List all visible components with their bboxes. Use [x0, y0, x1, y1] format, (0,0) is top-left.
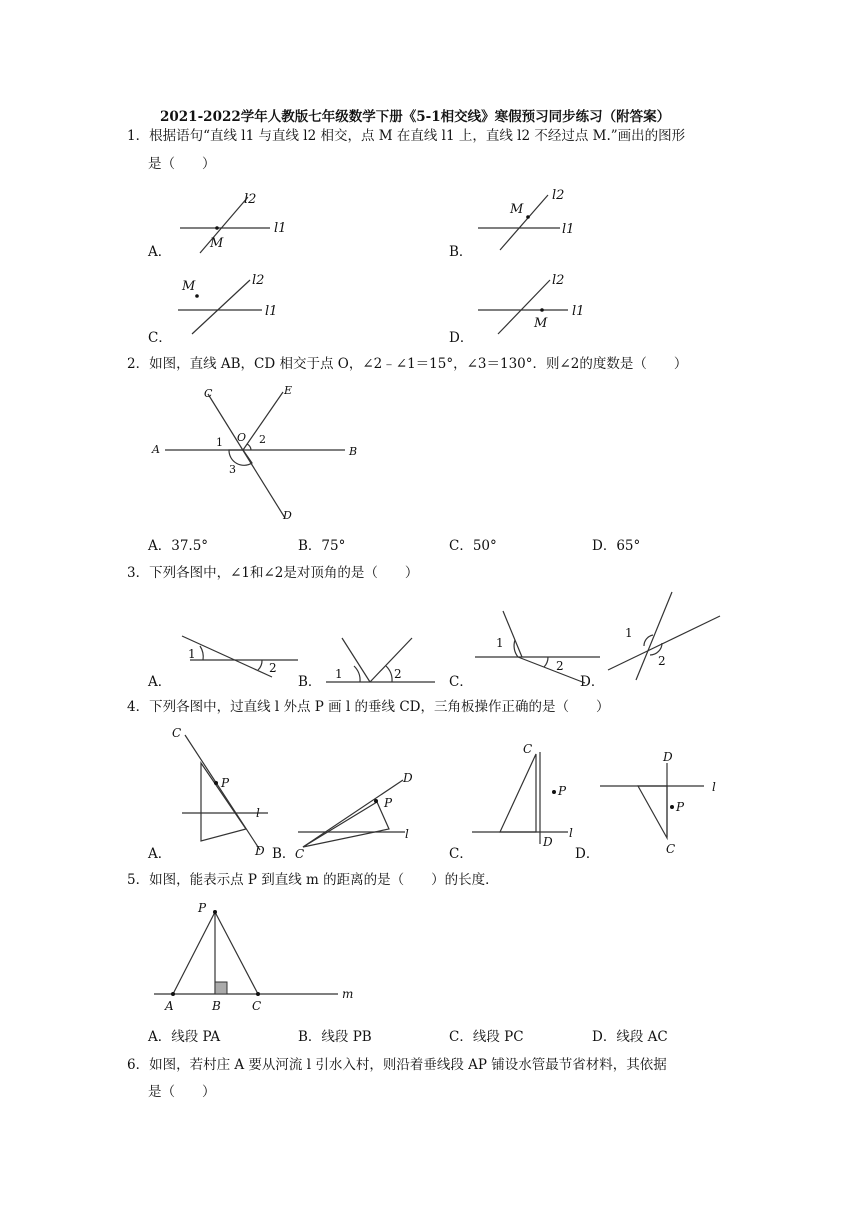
q4-figure-a — [170, 725, 275, 860]
svg-text:D: D — [283, 509, 292, 522]
svg-text:A: A — [152, 443, 160, 456]
q2-figure — [145, 380, 375, 525]
svg-text:l1: l1 — [572, 304, 585, 319]
svg-text:P: P — [384, 796, 393, 810]
question-1-stem-cont: 是（ ） — [148, 156, 216, 172]
q4-option-b[interactable]: B． — [272, 846, 296, 862]
q2-option-a[interactable]: A．37.5° — [148, 538, 209, 554]
svg-text:1: 1 — [496, 636, 504, 650]
svg-text:B: B — [212, 999, 221, 1013]
svg-text:2: 2 — [269, 661, 277, 675]
svg-text:D: D — [663, 750, 673, 764]
q2-option-c[interactable]: C．50° — [449, 538, 497, 554]
question-2-stem: 2．如图，直线 AB，CD 相交于点 O，∠2﹣∠1＝15°，∠3＝130°．则∠2的度数是（ ） — [127, 356, 688, 372]
svg-text:l2: l2 — [252, 273, 265, 288]
svg-text:m: m — [342, 987, 354, 1001]
q3-option-a[interactable]: A． — [148, 674, 172, 690]
q1-figure-d — [470, 268, 600, 338]
q5-option-d[interactable]: D．线段 AC — [592, 1029, 668, 1045]
svg-text:l2: l2 — [244, 192, 257, 207]
question-5-stem: 5．如图，能表示点 P 到直线 m 的距离的是（ ）的长度． — [127, 872, 499, 888]
svg-text:l: l — [712, 780, 716, 794]
q1-option-c[interactable]: C． — [148, 330, 172, 346]
q3-figure-b — [320, 630, 440, 685]
svg-text:M: M — [182, 279, 196, 294]
svg-text:M: M — [210, 236, 224, 251]
question-1-stem: 1．根据语句“直线 l1 与直线 l2 相交，点 M 在直线 l1 上，直线 l2 不经过点 M.”画出的图形 — [127, 128, 686, 144]
svg-text:l2: l2 — [552, 273, 565, 288]
question-6-stem: 6．如图，若村庄 A 要从河流 l 引水入村，则沿着垂线段 AP 铺设水管最节省材料，其依据 — [127, 1057, 667, 1073]
q4-option-d[interactable]: D． — [575, 846, 600, 862]
question-4-stem: 4．下列各图中，过直线 l 外点 P 画 l 的垂线 CD，三角板操作正确的是（ ） — [127, 699, 610, 715]
svg-text:P: P — [198, 901, 207, 915]
svg-text:l1: l1 — [265, 304, 278, 319]
svg-text:D: D — [543, 835, 553, 849]
svg-text:l: l — [569, 826, 573, 840]
q1-figure-a — [170, 185, 300, 255]
q2-option-d[interactable]: D．65° — [592, 538, 641, 554]
svg-text:P: P — [676, 800, 685, 814]
svg-text:M: M — [534, 316, 548, 331]
q4-figure-b — [295, 765, 425, 860]
svg-text:A: A — [165, 999, 174, 1013]
q1-option-a[interactable]: A． — [148, 244, 172, 260]
question-3-stem: 3．下列各图中，∠1和∠2是对顶角的是（ ） — [127, 565, 419, 581]
svg-text:C: C — [172, 726, 182, 740]
svg-text:P: P — [221, 776, 230, 790]
svg-text:l2: l2 — [552, 188, 565, 203]
svg-text:l1: l1 — [274, 221, 287, 236]
q4-option-c[interactable]: C． — [449, 846, 473, 862]
q4-figure-d — [596, 745, 726, 860]
q1-figure-c — [170, 268, 300, 338]
svg-text:C: C — [295, 847, 305, 861]
svg-text:1: 1 — [216, 436, 223, 449]
svg-text:B: B — [349, 445, 358, 458]
svg-text:2: 2 — [394, 667, 402, 681]
question-6-stem-cont: 是（ ） — [148, 1084, 216, 1100]
svg-text:1: 1 — [625, 626, 633, 640]
svg-text:l1: l1 — [562, 222, 575, 237]
svg-text:C: C — [204, 387, 213, 400]
q3-figure-d — [600, 588, 725, 683]
svg-text:C: C — [523, 742, 533, 756]
svg-text:E: E — [284, 384, 293, 397]
q4-option-a[interactable]: A． — [148, 846, 172, 862]
svg-text:P: P — [558, 784, 567, 798]
svg-text:1: 1 — [188, 647, 196, 661]
svg-text:D: D — [403, 771, 413, 785]
svg-text:2: 2 — [556, 659, 564, 673]
svg-text:3: 3 — [229, 463, 236, 476]
page-title: 2021-2022学年人教版七年级数学下册《5-1相交线》寒假预习同步练习（附答案） — [160, 109, 671, 125]
q5-option-a[interactable]: A．线段 PA — [148, 1029, 221, 1045]
svg-text:C: C — [252, 999, 262, 1013]
q5-figure — [150, 898, 370, 1016]
svg-text:2: 2 — [259, 433, 266, 446]
q2-option-b[interactable]: B．75° — [298, 538, 346, 554]
q3-option-b[interactable]: B． — [298, 674, 322, 690]
q5-option-c[interactable]: C．线段 PC — [449, 1029, 524, 1045]
q1-option-b[interactable]: B． — [449, 244, 473, 260]
svg-text:l: l — [256, 806, 260, 820]
svg-text:D: D — [255, 844, 265, 858]
q5-option-b[interactable]: B．线段 PB — [298, 1029, 372, 1045]
q1-option-d[interactable]: D． — [449, 330, 474, 346]
svg-text:2: 2 — [658, 654, 666, 668]
svg-text:C: C — [666, 842, 676, 856]
svg-text:l: l — [405, 827, 409, 841]
svg-text:1: 1 — [335, 667, 343, 681]
q1-figure-b — [470, 185, 600, 255]
svg-text:M: M — [510, 202, 524, 217]
q4-figure-c — [470, 740, 580, 855]
svg-text:O: O — [237, 431, 247, 444]
q3-figure-c — [470, 605, 605, 680]
q3-figure-a — [170, 630, 305, 680]
q3-option-d[interactable]: D． — [580, 674, 605, 690]
q3-option-c[interactable]: C． — [449, 674, 473, 690]
